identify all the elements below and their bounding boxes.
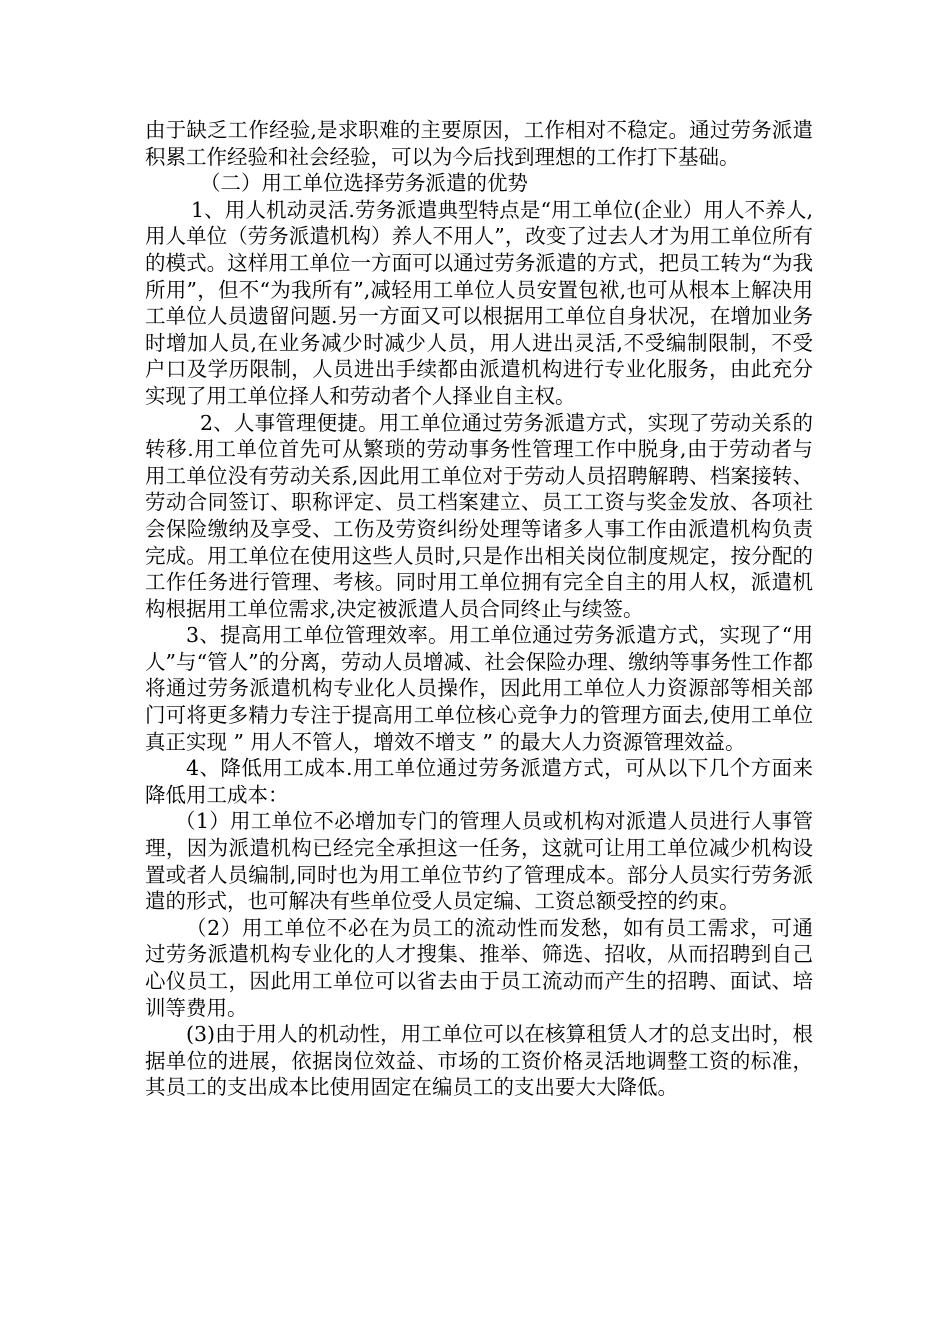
- paragraph-cost-point-2: （2）用工单位不必在为员工的流动性而发愁，如有员工需求，可通过劳务派遣机构专业化的人才搜集、推举、筛选、招收，从而招聘到自己心仪员工，因此用工单位可以省去由于员工流动而产生的招聘、面试、培训等费用。: [145, 915, 813, 1020]
- document-body: [145, 117, 813, 1101]
- section-heading-employer-advantages: （二）用工单位选择劳务派遣的优势: [200, 171, 528, 196]
- paragraph-management-efficiency: 3、提高用工单位管理效率。用工单位通过劳务派遣方式，实现了“用人”与“管人”的分离，劳动人员增减、社会保险办理、缴纳等事务性工作都将通过劳务派遣机构专业化人员操作，因此用工单位人力资源部等相关部门可将更多精力专注于提高用工单位核心竞争力的管理方面去,使用工单位真正实现 ” 用人不管人，增效不增支 ” 的最大人力资源管理效益。: [145, 623, 813, 754]
- paragraph-flexible-employment: 1、用人机动灵活.劳务派遣典型特点是“用工单位(企业）用人不养人,用人单位（劳务派遣机构）养人不用人”，改变了过去人才为用工单位所有的模式。这样用工单位一方面可以通过劳务派遣的方式，把员工转为“为我所用”，但不“为我所有”,减轻用工单位人员安置包袱,也可从根本上解决用工单位人员遗留问题.另一方面又可以根据用工单位自身状况，在增加业务时增加人员,在业务减少时减少人员，用人进出灵活,不受编制限制，不受户口及学历限制，人员进出手续都由派遣机构进行专业化服务，由此充分实现了用工单位择人和劳动者个人择业自主权。: [145, 197, 813, 408]
- paragraph-hr-management: 2、人事管理便捷。用工单位通过劳务派遣方式，实现了劳动关系的转移.用工单位首先可从繁琐的劳动事务性管理工作中脱身,由于劳动者与用工单位没有劳动关系,因此用工单位对于劳动人员招聘解聘、档案接转、劳动合同签订、职称评定、员工档案建立、员工工资与奖金发放、各项社会保险缴纳及享受、工伤及劳资纠纷处理等诸多人事工作由派遣机构负责完成。用工单位在使用这些人员时,只是作出相关岗位制度规定，按分配的工作任务进行管理、考核。同时用工单位拥有完全自主的用人权，派遣机构根据用工单位需求,决定被派遣人员合同终止与续签。: [145, 410, 813, 621]
- paragraph-cost-point-1: （1）用工单位不必增加专门的管理人员或机构对派遣人员进行人事管理，因为派遣机构已经完全承担这一任务，这就可让用工单位减少机构设置或者人员编制,同时也为用工单位节约了管理成本。部分人员实行劳务派遣的形式，也可解决有些单位受人员定编、工资总额受控的约束。: [145, 809, 813, 914]
- paragraph-cost-point-3: (3)由于用人的机动性，用工单位可以在核算租赁人才的总支出时，根据单位的进展，依据岗位效益、市场的工资价格灵活地调整工资的标准，其员工的支出成本比使用固定在编员工的支出要大大降低。: [145, 1022, 813, 1100]
- paragraph-cost-reduction: 4、降低用工成本.用工单位通过劳务派遣方式，可从以下几个方面来降低用工成本：: [145, 756, 813, 807]
- paragraph-intro-continuation: 由于缺乏工作经验,是求职难的主要原因，工作相对不稳定。通过劳务派遣积累工作经验和社会经验，可以为今后找到理想的工作打下基础。: [145, 118, 813, 169]
